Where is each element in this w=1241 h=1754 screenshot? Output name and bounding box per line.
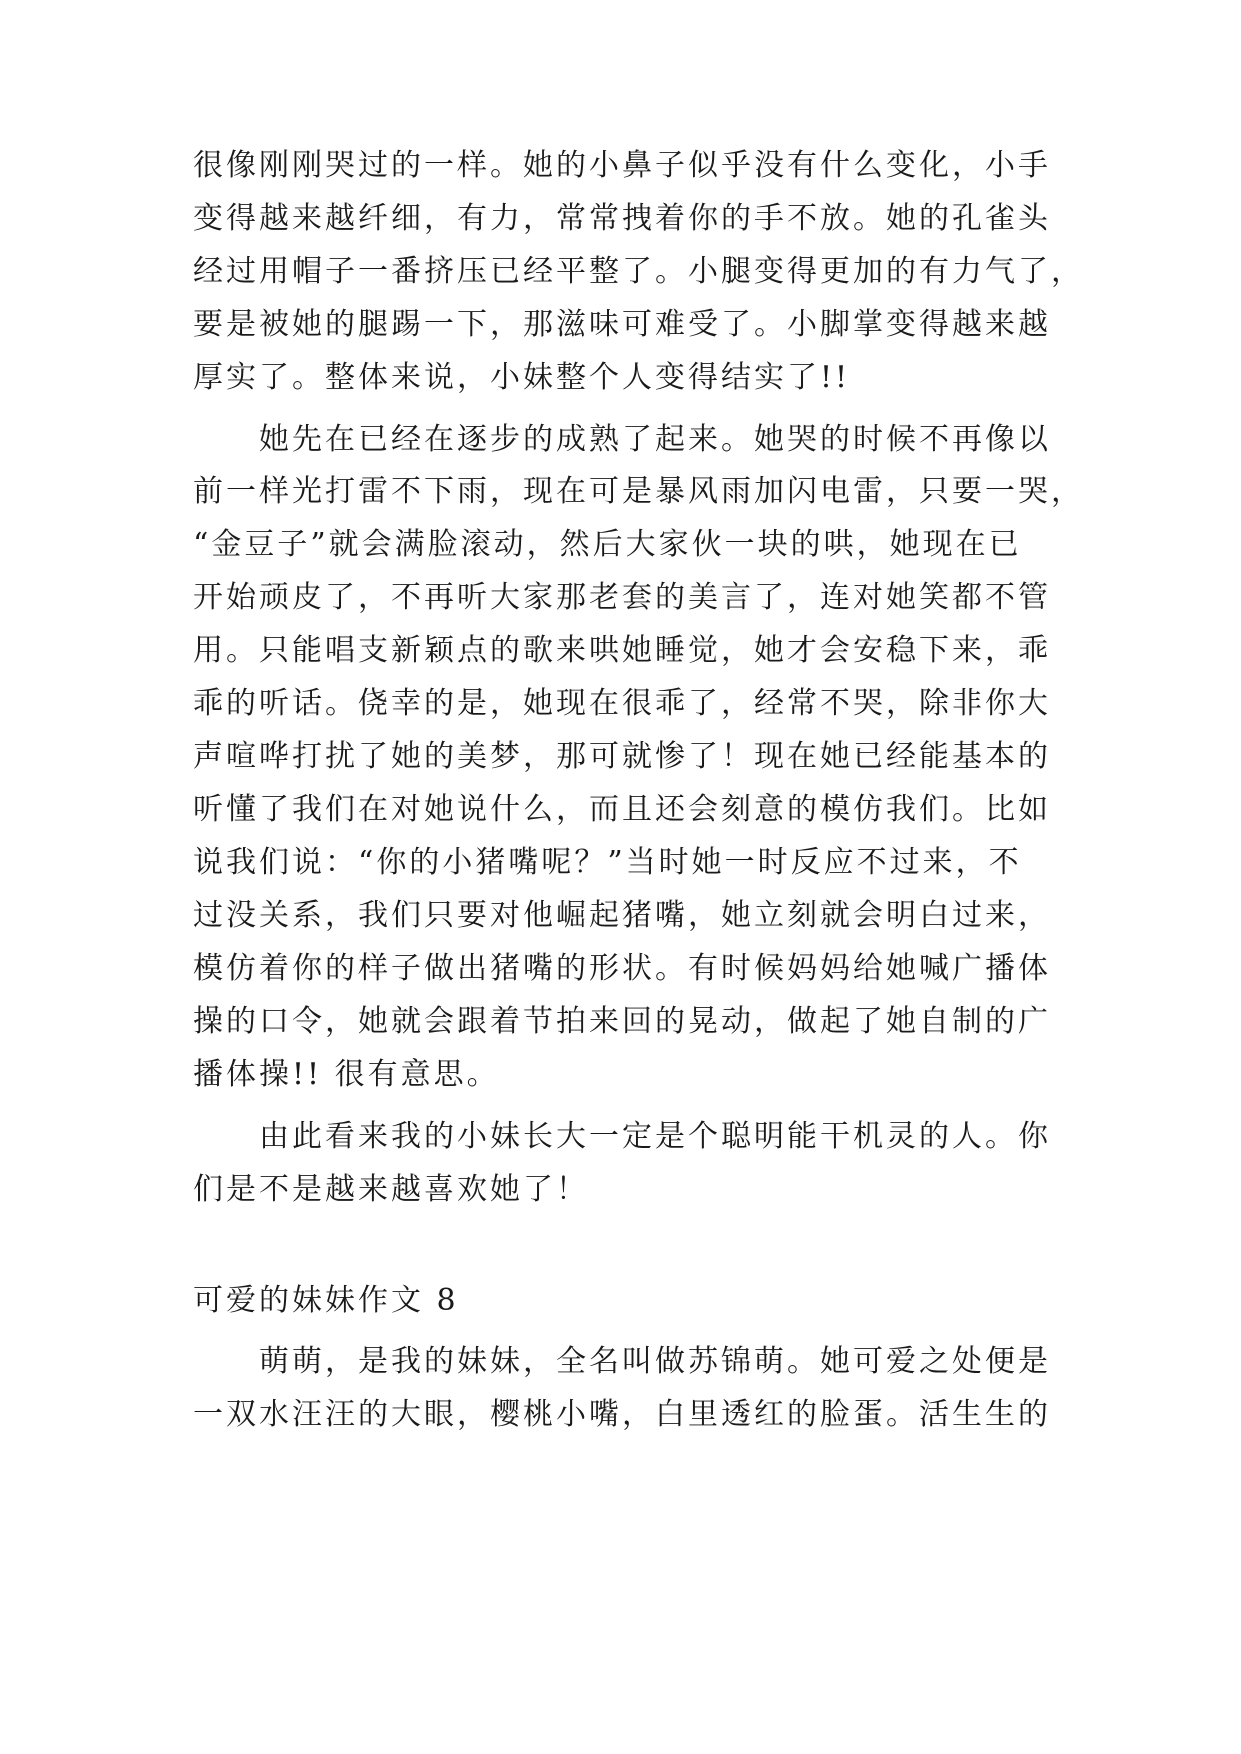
paragraph-line: 变得越来越纤细，有力，常常拽着你的手不放。她的孔雀头: [193, 201, 1051, 236]
paragraph-first-line: 由此看来我的小妹长大一定是个聪明能干机灵的人。你: [259, 1119, 1051, 1154]
paragraph-line: 乖的听话。侥幸的是，她现在很乖了，经常不哭，除非你大: [193, 686, 1051, 721]
paragraph-line: 很像刚刚哭过的一样。她的小鼻子似乎没有什么变化，小手: [193, 148, 1051, 183]
paragraph-line: 要是被她的腿踢一下，那滋味可难受了。小脚掌变得越来越: [193, 307, 1051, 342]
paragraph-line: 厚实了。整体来说，小妹整个人变得结实了!!: [193, 360, 851, 395]
paragraph-first-line: 萌萌，是我的妹妹，全名叫做苏锦萌。她可爱之处便是: [259, 1344, 1051, 1379]
section-heading: 可爱的妹妹作文 8: [193, 1283, 459, 1318]
paragraph-line: 前一样光打雷不下雨，现在可是暴风雨加闪电雷，只要一哭，: [193, 474, 1084, 509]
paragraph-line: 开始顽皮了，不再听大家那老套的美言了，连对她笑都不管: [193, 580, 1051, 615]
paragraph-line: 用。只能唱支新颖点的歌来哄她睡觉，她才会安稳下来，乖: [193, 633, 1051, 668]
paragraph-first-line: 她先在已经在逐步的成熟了起来。她哭的时候不再像以: [259, 422, 1051, 457]
paragraph-line: 们是不是越来越喜欢她了！: [193, 1172, 589, 1207]
paragraph-line: 操的口令，她就会跟着节拍来回的晃动，做起了她自制的广: [193, 1004, 1051, 1039]
paragraph-line: 听懂了我们在对她说什么，而且还会刻意的模仿我们。比如: [193, 792, 1051, 827]
paragraph-line: 声喧哗打扰了她的美梦，那可就惨了！现在她已经能基本的: [193, 739, 1051, 774]
paragraph-line: 说我们说：“你的小猪嘴呢？”当时她一时反应不过来，不: [193, 845, 1022, 880]
paragraph-line: 经过用帽子一番挤压已经平整了。小腿变得更加的有力气了，: [193, 254, 1084, 289]
paragraph-line: “金豆子”就会满脸滚动，然后大家伙一块的哄，她现在已: [193, 527, 1022, 562]
paragraph-line: 模仿着你的样子做出猪嘴的形状。有时候妈妈给她喊广播体: [193, 951, 1051, 986]
paragraph-line: 一双水汪汪的大眼，樱桃小嘴，白里透红的脸蛋。活生生的: [193, 1397, 1051, 1432]
paragraph-line: 播体操!! 很有意思。: [193, 1057, 500, 1092]
paragraph-line: 过没关系，我们只要对他崛起猪嘴，她立刻就会明白过来，: [193, 898, 1051, 933]
